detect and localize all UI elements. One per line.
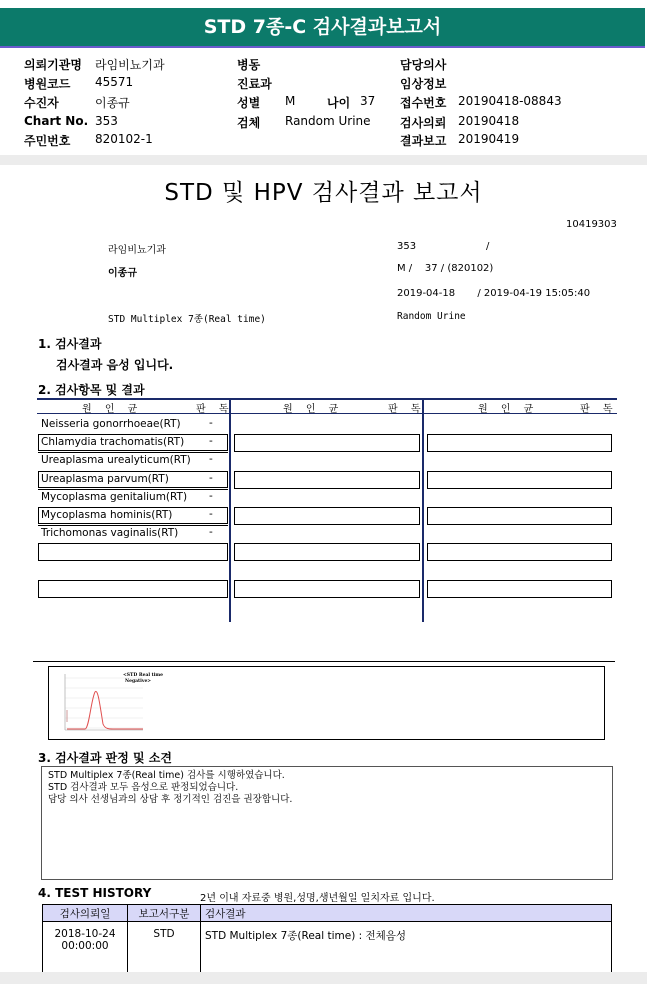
header-label: 검사의뢰 [400,116,447,130]
age-value: 37 [360,94,376,108]
remarks-box [41,766,613,880]
graph-caption-2: Negative> [125,679,152,684]
organism-row-rule [38,489,228,490]
empty-result-box [427,507,612,525]
test-name: STD Multiplex 7종(Real time) [108,314,266,325]
col-result-3: 판 독 [580,404,618,415]
organism-result: - [209,453,213,465]
header-value: 20190418 [458,114,520,128]
organism-name: Mycoplasma hominis(RT) [41,509,173,521]
table-divider-1 [229,400,231,622]
section1-heading: 1. 검사결과 [38,337,102,351]
organism-name: Mycoplasma genitalium(RT) [41,491,188,503]
graph-top-rule [33,661,615,662]
pcr-graph-box [48,666,605,740]
col-result-2: 판 독 [388,404,426,415]
col-organism-1: 원 인 균 [82,404,143,415]
organism-name: Ureaplasma urealyticum(RT) [41,454,191,466]
history-col-type: 보고서구분 [128,905,201,922]
empty-result-box [234,543,420,561]
header-label: 진료과 [237,77,272,91]
empty-result-box [427,580,612,598]
header-value: 이종규 [95,96,130,110]
organism-result: - [209,417,213,429]
header-label: 결과보고 [400,134,447,148]
history-date: 2018-10-24 [54,928,116,940]
empty-result-box [427,434,612,452]
table-divider-2 [422,400,424,622]
organism-name: Neisseria gonorrhoeae(RT) [41,418,181,430]
organism-result: - [209,435,213,447]
clinic-name: 라임비뇨기과 [108,245,166,256]
header-label: 접수번호 [400,96,447,110]
col-organism-2: 원 인 균 [283,404,344,415]
report-dates: 2019-04-18 / 2019-04-19 15:05:40 [397,288,591,299]
history-note: 2년 이내 자료중 병원,성명,생년월일 일치자료 입니다. [200,893,435,904]
organism-result: - [209,508,213,520]
empty-result-box [38,543,228,561]
history-type: STD [128,922,201,981]
chart-number: 353 [397,241,417,252]
organism-result: - [209,526,213,538]
report-title-bar: STD 7종-C 검사결과보고서 [0,8,645,48]
empty-result-box [427,471,612,489]
empty-result-box [234,434,420,452]
header-label: 병원코드 [24,77,71,91]
organism-result: - [209,490,213,502]
history-col-result: 검사결과 [201,905,612,922]
organism-row-rule [38,525,228,526]
header-label: 의뢰기관명 [24,58,82,72]
history-result: STD Multiplex 7종(Real time) : 전체음성 [201,922,612,981]
header-value: M [285,94,296,108]
section1-result: 검사결과 음성 입니다. [56,358,174,372]
empty-result-box [38,580,228,598]
organism-name: Trichomonas vaginalis(RT) [41,527,179,539]
organism-row-rule [38,452,228,453]
history-time: 00:00:00 [61,940,109,952]
section2-heading: 2. 검사항목 및 결과 [38,383,145,397]
document-number: 10419303 [566,219,617,230]
organism-result: - [209,472,213,484]
empty-result-box [234,471,420,489]
header-value: 라임비뇨기과 [95,58,165,72]
header-label: 주민번호 [24,134,71,148]
header-value: 353 [95,114,118,128]
sex-age: M / 37 / (820102) [397,263,494,274]
age-label: 나이 [327,96,351,110]
header-label: 병동 [237,58,261,72]
empty-result-box [234,580,420,598]
header-label: 검체 [237,116,261,130]
section4-heading: 4. TEST HISTORY [38,886,152,900]
remark-line: 담당 의사 선생님과의 상담 후 정기적인 검진을 권장합니다. [48,794,293,805]
header-label: 임상정보 [400,77,447,91]
header-value: Random Urine [285,114,371,128]
header-value: 20190418-08843 [458,94,562,108]
organism-name: Chlamydia trachomatis(RT) [41,436,185,448]
header-value: 45571 [95,75,134,89]
header-label: 성별 [237,96,261,110]
empty-result-box [427,543,612,561]
empty-result-box [234,507,420,525]
bottom-strip [0,972,647,984]
header-value: 20190419 [458,132,520,146]
history-col-date: 검사의뢰일 [43,905,128,922]
col-organism-3: 원 인 균 [478,404,539,415]
graph-caption-1: <STD Real time [123,673,164,678]
section-separator [0,155,647,165]
organism-name: Ureaplasma parvum(RT) [41,473,169,485]
remark-line: STD Multiplex 7종(Real time) 검사를 시행하였습니다. [48,770,285,781]
header-label: 담당의사 [400,58,447,72]
test-history-table [42,904,612,981]
header-value: 820102-1 [95,132,153,146]
chart-slash: / [486,241,490,252]
remark-line: STD 검사결과 모두 음성으로 판정되었습니다. [48,782,239,793]
patient-name: 이종규 [108,268,137,279]
col-result-1: 판 독 [196,404,234,415]
header-label: Chart No. [24,114,89,128]
specimen: Random Urine [397,311,466,322]
section3-heading: 3. 검사결과 판정 및 소견 [38,751,172,765]
header-label: 수진자 [24,96,59,110]
report-main-title: STD 및 HPV 검사결과 보고서 [164,180,483,206]
